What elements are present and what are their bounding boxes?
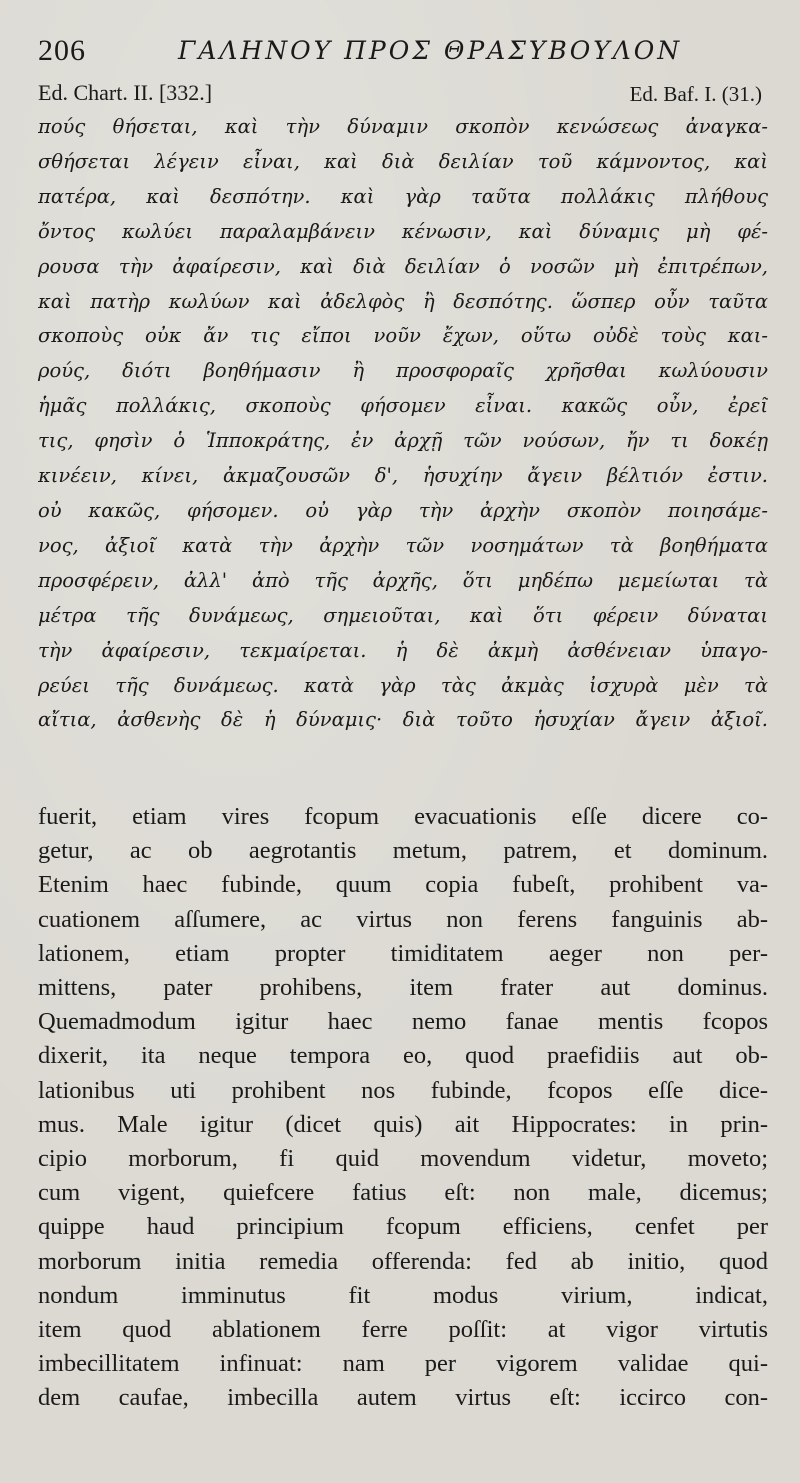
latin-line: imbecillitatem infinuat: nam per vigorem validae qui- [38,1350,768,1378]
greek-line: σθήσεται λέγειν εἶναι, καὶ διὰ δειλίαν τοῦ κάμνοντος, καὶ [38,149,768,173]
greek-line: πατέρα, καὶ δεσπότην. καὶ γὰρ ταῦτα πολλάκις πλήθους [38,184,768,208]
latin-line: fuerit, etiam vires fcopum evacuationis eſſe dicere co- [38,803,768,830]
edition-chart-reference: Ed. Chart. II. [332.] [38,80,213,105]
greek-line: τὴν ἀφαίρεσιν, τεκμαίρεται. ἡ δὲ ἀκμὴ ἀσθένειαν ὑπαγο- [38,638,768,662]
greek-line: πούς θήσεται, καὶ τὴν δύναμιν σκοπὸν κενώσεως ἀναγκα- [38,115,768,138]
greek-line: ρουσα τὴν ἀφαίρεσιν, καὶ διὰ δειλίαν ὁ νοσῶν μὴ ἐπιτρέπων, [38,254,768,278]
latin-line: getur, ac ob aegrotantis metum, patrem, et dominum. [38,837,768,865]
greek-line: προσφέρειν, ἀλλ' ἀπὸ τῆς ἀρχῆς, ὅτι μηδέπω μεμείωται τὰ [38,568,768,592]
latin-line: cuationem aſſumere, ac virtus non ferens fanguinis ab- [38,905,768,933]
latin-line: quippe haud principium fcopum efficiens, cenfet per [38,1213,768,1241]
greek-line: ὄντος κωλύει παραλαμβάνειν κένωσιν, καὶ δύναμις μὴ φέ- [38,219,768,243]
latin-line: Quemadmodum igitur haec nemo fanae mentis fcopos [38,1008,768,1036]
latin-text-block [38,800,768,1416]
latin-line: item quod ablationem ferre poſſit: at vigor virtutis [38,1316,768,1344]
latin-line: mittens, pater prohibens, item frater aut dominus. [38,974,768,1002]
edition-references [38,80,762,110]
running-head: ΓΑΛΗΝΟΥ ΠΡΟΣ ΘΡΑΣΥΒΟΥΛΟΝ [178,36,683,65]
greek-line: ἡμᾶς πολλάκις, σκοποὺς φήσομεν εἶναι. κακῶς οὖν, ἐρεῖ [38,394,768,418]
latin-line: cum vigent, quiefcere fatius eſt: non male, dicemus; [38,1179,768,1207]
latin-line: lationibus uti prohibent nos fubinde, fcopos eſſe dice- [38,1076,768,1104]
greek-line: μέτρα τῆς δυνάμεως, σημειοῦται, καὶ ὅτι φέρειν δύναται [38,603,768,627]
edition-basel-reference: Ed. Baf. I. (31.) [629,82,762,106]
latin-line: cipio morborum, fi quid movendum videtur, moveto; [38,1145,768,1173]
greek-line: καὶ πατὴρ κωλύων καὶ ἀδελφὸς ἢ δεσπότης. ὥσπερ οὖν ταῦτα [38,289,768,313]
greek-line: αἴτια, ἀσθενὴς δὲ ἡ δύναμις· διὰ τοῦτο ἡσυχίαν ἄγειν ἀξιοῖ. [38,708,768,732]
greek-line: ρούς, διότι βοηθήμασιν ἢ προσφοραῖς χρῆσθαι κωλύουσιν [38,359,768,383]
latin-line: nondum imminutus fit modus virium, indicat, [38,1281,768,1309]
greek-line: νος, ἀξιοῖ κατὰ τὴν ἀρχὴν τῶν νοσημάτων τὰ βοηθήματα [38,533,768,557]
latin-line: mus. Male igitur (dicet quis) ait Hippocrates: in prin- [38,1110,768,1138]
latin-line: lationem, etiam propter timiditatem aeger non per- [38,939,768,967]
greek-line: τις, φησὶν ὁ Ἱπποκράτης, ἐν ἀρχῇ τῶν νούσων, ἤν τι δοκέῃ [38,429,768,453]
greek-text-block [38,110,768,738]
page-header [38,34,778,74]
latin-line: Etenim haec fubinde, quum copia fubeſt, prohibent va- [38,871,768,899]
latin-line: dem caufae, imbecilla autem virtus eſt: iccirco con- [38,1384,768,1412]
latin-line: morborum initia remedia offerenda: fed ab initio, quod [38,1247,768,1275]
page-number: 206 [38,34,86,67]
greek-line: σκοποὺς οὐκ ἄν τις εἴποι νοῦν ἔχων, οὕτω οὐδὲ τοὺς και- [38,324,768,348]
greek-line: οὐ κακῶς, φήσομεν. οὐ γὰρ τὴν ἀρχὴν σκοπὸν ποιησάμε- [38,498,768,522]
greek-line: κινέειν, κίνει, ἀκμαζουσῶν δ', ἡσυχίην ἄγειν βέλτιόν ἐστιν. [38,464,768,488]
greek-line: ρεύει τῆς δυνάμεως. κατὰ γὰρ τὰς ἀκμὰς ἰσχυρὰ μὲν τὰ [38,673,768,697]
latin-line: dixerit, ita neque tempora eo, quod praefidiis aut ob- [38,1042,768,1070]
